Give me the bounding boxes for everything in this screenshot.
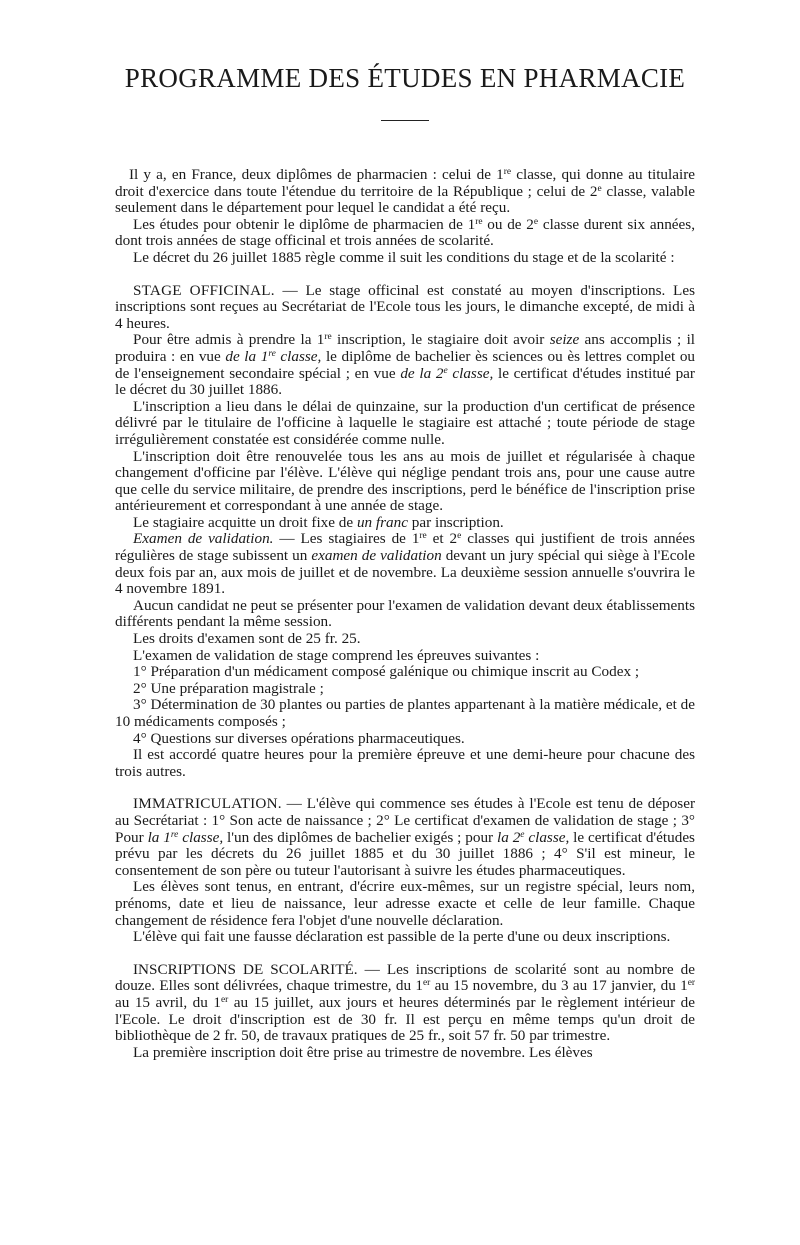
paragraph-stage-7: Aucun candidat ne peut se présenter pour l'examen de validation devant deux établissements différents pendant la même session.	[115, 596, 695, 631]
paragraph-intro-2: Les études pour obtenir le diplôme de pharmacien de 1re ou de 2e classe durent six années, dont trois années de stage officinal et trois années de scolarité.	[115, 215, 695, 250]
paragraph-stage-9: L'examen de validation de stage comprend les épreuves suivantes :	[133, 646, 540, 664]
section-heading-scolarite: INSCRIPTIONS DE SCOLARITÉ.	[133, 960, 358, 978]
paragraph-stage-13: 4° Questions sur diverses opérations pharmaceutiques.	[133, 729, 465, 747]
document-body	[115, 167, 695, 1061]
paragraph-stage-4: L'inscription doit être renouvelée tous les ans au mois de juillet et régularisée à chaque changement d'officine par l'élève. L'élève qui néglige pendant trois ans, pour une cause autre que celle du service militaire, de prendre des inscriptions, perd le bénéfice de l'inscription prise antérieurement et correspondant à une année de stage.	[115, 447, 695, 515]
section-heading-immatriculation: IMMATRICULATION.	[133, 795, 282, 813]
paragraph-immat-3: L'élève qui fait une fausse déclaration est passible de la perte d'une ou deux inscriptions.	[133, 928, 671, 946]
section-immatriculation: IMMATRICULATION. — L'élève qui commence ses études à l'Ecole est tenu de déposer au Secrétariat : 1° Son acte de naissance ; 2° Le certificat d'examen de validation de stage ; 3° Pour la 1re classe, l'un des diplômes de bachelier exigés ; pour la 2e classe, le certificat d'études prévu par les décrets du 26 juillet 1885 et du 30 juillet 1886 ; 4° S'il est mineur, le consentement de son père ou tuteur l'autorisant à suivre les études pharmaceutiques.	[115, 795, 695, 879]
paragraph-immat-2: Les élèves sont tenus, en entrant, d'écrire eux-mêmes, sur un registre spécial, leurs nom, prénoms, date et lieu de naissance, leur adresse exacte et celle de leur famille. Chaque changement de résidence fera l'objet d'une nouvelle déclaration.	[115, 878, 695, 929]
paragraph-stage-6: Examen de validation. — Les stagiaires de 1re et 2e classes qui justifient de trois années régulières de stage subissent un examen de validation devant un jury spécial qui siège à l'Ecole deux fois par an, aux mois de juillet et de novembre. La deuxième session annuelle s'ouvrira le 4 novembre 1891.	[115, 530, 696, 598]
paragraph-stage-2: Pour être admis à prendre la 1re inscription, le stagiaire doit avoir seize ans accomplis ; il produira : en vue de la 1re classe, le diplôme de bachelier ès sciences ou ès lettres complet ou de l'enseignement secondaire spécial ; en vue de la 2e classe, le certificat d'études institué par le décret du 30 juillet 1886.	[115, 331, 696, 399]
paragraph-scol-2: La première inscription doit être prise au trimestre de novembre. Les élèves	[133, 1043, 593, 1061]
section-heading-stage: STAGE OFFICINAL.	[133, 281, 275, 299]
section-stage-officinal: STAGE OFFICINAL. — Le stage officinal est constaté au moyen d'inscriptions. Les inscriptions sont reçues au Secrétariat de l'Ecole tous les jours, le dimanche excepté, de midi à 4 heures.	[115, 281, 695, 332]
paragraph-stage-8: Les droits d'examen sont de 25 fr. 25.	[133, 630, 361, 648]
paragraph-stage-14: Il est accordé quatre heures pour la première épreuve et une demi-heure pour chacune des trois autres.	[115, 746, 695, 780]
paragraph-stage-11: 2° Une préparation magistrale ;	[133, 679, 324, 697]
page-title: PROGRAMME DES ÉTUDES EN PHARMACIE	[124, 63, 686, 93]
section-inscriptions-scolarite: INSCRIPTIONS DE SCOLARITÉ. — Les inscriptions de scolarité sont au nombre de douze. Elles sont délivrées, chaque trimestre, du 1er au 15 novembre, du 3 au 17 janvier, du 1er au 15 avril, du 1er au 15 juillet, aux jours et heures déterminés par le règlement intérieur de l'Ecole. Le droit d'inscription est de 30 fr. Il est perçu en même temps qu'un droit de bibliothèque de 2 fr. 50, de travaux pratiques de 25 fr., soit 57 fr. 50 par trimestre.	[115, 960, 695, 1045]
paragraph-stage-5: Le stagiaire acquitte un droit fixe de un franc par inscription.	[133, 513, 504, 531]
paragraph-intro-1: Il y a, en France, deux diplômes de pharmacien : celui de 1re classe, qui donne au titulaire droit d'exercice dans toute l'étendue du territoire de la République ; celui de 2e classe, valable seulement dans le département pour lequel le candidat a été reçu.	[115, 166, 695, 217]
paragraph-stage-12: 3° Détermination de 30 plantes ou parties de plantes appartenant à la matière médicale, et de 10 médicaments composés ;	[115, 696, 695, 730]
paragraph-stage-10: 1° Préparation d'un médicament composé galénique ou chimique inscrit au Codex ;	[133, 663, 640, 681]
paragraph-stage-3: L'inscription a lieu dans le délai de quinzaine, sur la production d'un certificat de présence délivré par le titulaire de l'officine à laquelle le stagiaire est attaché ; toute période de stage irrégulièrement constatée est considérée comme nulle.	[115, 397, 695, 448]
title-rule	[381, 120, 429, 121]
paragraph-intro-3: Le décret du 26 juillet 1885 règle comme il suit les conditions du stage et de la scolarité :	[133, 248, 675, 266]
